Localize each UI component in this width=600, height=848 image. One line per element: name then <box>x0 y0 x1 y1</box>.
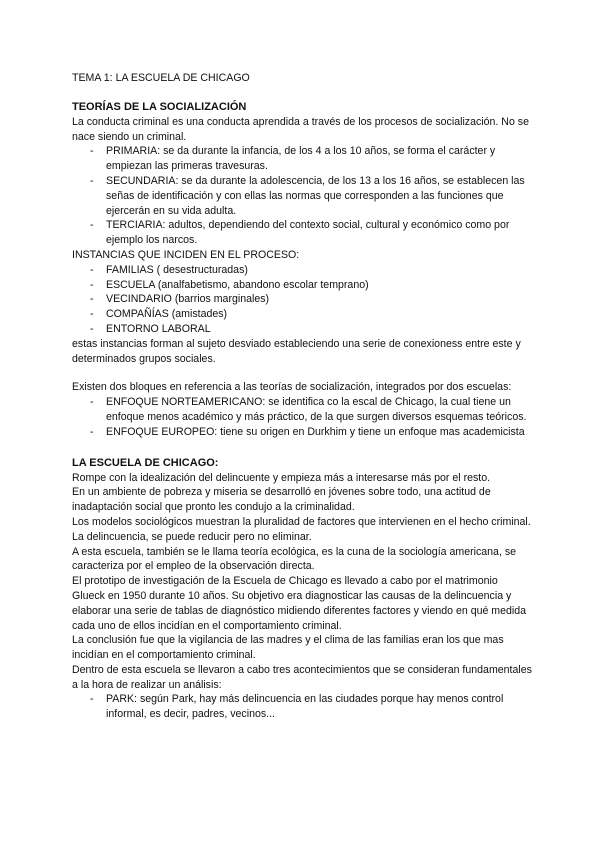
body-paragraph: Rompe con la idealización del delincuente y empieza más a interesarse más por el resto. <box>72 471 491 484</box>
list-item: - ENFOQUE NORTEAMERICANO: se identifica co la escal de Chicago, la cual tiene un enfoque menos académico y más práctico, de la que surgen diversos esquemas teóricos. <box>72 395 532 425</box>
spacer <box>72 366 532 380</box>
list-item: - PRIMARIA: se da durante la infancia, de los 4 a los 10 años, se forma el carácter y empiezan las primeras travesuras. <box>72 144 532 174</box>
body-paragraph: A esta escuela, también se le llama teoría ecológica, es la cuna de la sociología americana, se caracteriza por el empleo de la observación directa. <box>72 545 517 573</box>
document-body <box>72 71 532 722</box>
instancias-list <box>72 263 532 337</box>
closing-paragraph: estas instancias forman al sujeto desviado estableciendo una serie de conexioness entre este y determinados grupos sociales. <box>72 337 521 365</box>
acontecimientos-list <box>72 692 532 722</box>
stages-list <box>72 144 532 248</box>
list-item: - ENTORNO LABORAL <box>72 322 532 337</box>
enfoques-list <box>72 395 532 439</box>
section-heading-chicago: LA ESCUELA DE CHICAGO: <box>72 456 219 469</box>
list-item: - VECINDARIO (barrios marginales) <box>72 292 532 307</box>
list-item: - PARK: según Park, hay más delincuencia en las ciudades porque hay menos control informal, es decir, padres, vecinos... <box>72 692 532 722</box>
list-item: - ESCUELA (analfabetismo, abandono escolar temprano) <box>72 278 532 293</box>
list-item: - SECUNDARIA: se da durante la adolescencia, de los 13 a los 16 años, se establecen las señas de identificación y con ellas las normas que corresponden a las funciones que ejercerán en su vida adulta. <box>72 174 532 218</box>
intro-paragraph: La conducta criminal es una conducta aprendida a través de los procesos de socialización. No se nace siendo un criminal. <box>72 115 529 143</box>
list-item: - ENFOQUE EUROPEO: tiene su origen en Durkhim y tiene un enfoque mas academicista <box>72 425 532 440</box>
list-item: - FAMILIAS ( desestructuradas) <box>72 263 532 278</box>
bloques-paragraph: Existen dos bloques en referencia a las teorías de socialización, integrados por dos escuelas: <box>72 381 512 394</box>
list-item: - TERCIARIA: adultos, dependiendo del contexto social, cultural y económico como por ejemplo los narcos. <box>72 218 532 248</box>
body-paragraph: Los modelos sociológicos muestran la pluralidad de factores que intervienen en el hecho criminal. La delincuencia, se puede reducir pero no eliminar. <box>72 515 531 543</box>
section-heading-socializacion: TEORÍAS DE LA SOCIALIZACIÓN <box>72 100 247 113</box>
body-paragraph: Dentro de esta escuela se llevaron a cabo tres acontecimientos que se consideran fundamentales a la hora de realizar un análisis: <box>72 663 532 691</box>
document-title: TEMA 1: LA ESCUELA DE CHICAGO <box>72 72 250 84</box>
body-paragraph: La conclusión fue que la vigilancia de las madres y el clima de las familias eran los que mas incidían en el comportamiento criminal. <box>72 634 504 662</box>
body-paragraph: En un ambiente de pobreza y miseria se desarrolló en jóvenes sobre todo, una actitud de inadaptación social que pronto les condujo a la criminalidad. <box>72 486 491 514</box>
spacer <box>72 440 532 456</box>
body-paragraph: El prototipo de investigación de la Escuela de Chicago es llevado a cabo por el matrimonio Glueck en 1950 durante 10 años. Su objetivo era diagnosticar las causas de la delincuencia y elaborar una serie de tablas de diagnóstico midiendo diferentes factores y viendo en qué medida cada uno de ellos incidían en el comportamiento criminal. <box>72 575 527 632</box>
list-item: - COMPAÑÍAS (amistades) <box>72 307 532 322</box>
instancias-label: INSTANCIAS QUE INCIDEN EN EL PROCESO: <box>72 248 300 261</box>
